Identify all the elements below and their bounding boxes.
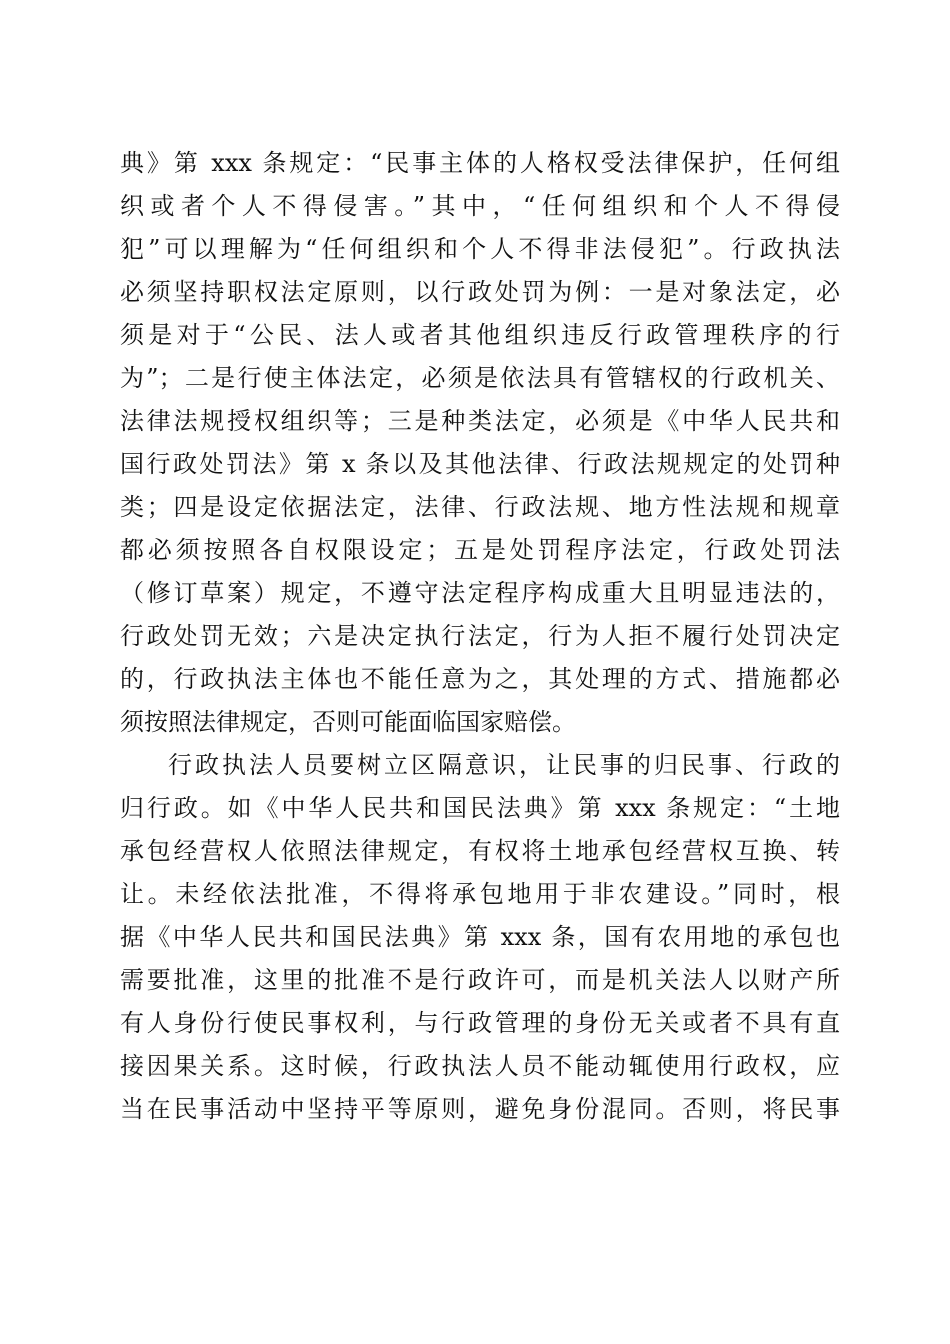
body-text xyxy=(120,142,840,1131)
text-line: 据《中华人民共和国民法典》第 xxx 条，国有农用地的承包也 xyxy=(120,923,840,951)
text-line: 须是对于“公民、法人或者其他组织违反行政管理秩序的行 xyxy=(120,321,840,349)
text-line: 国行政处罚法》第 x 条以及其他法律、行政法规规定的处罚种 xyxy=(120,450,840,478)
text-line: 须按照法律规定，否则可能面临国家赔偿。 xyxy=(120,708,576,736)
text-line: 让。未经依法批准，不得将承包地用于非农建设。”同时，根 xyxy=(120,880,840,908)
text-line: 当在民事活动中坚持平等原则，避免身份混同。否则，将民事 xyxy=(120,1095,840,1123)
text-line: 类；四是设定依据法定，法律、行政法规、地方性法规和规章 xyxy=(120,493,840,521)
text-line: 为”；二是行使主体法定，必须是依法具有管辖权的行政机关、 xyxy=(120,364,840,392)
text-line: 行政处罚无效；六是决定执行法定，行为人拒不履行处罚决定 xyxy=(120,622,840,650)
text-line: 接因果关系。这时候，行政执法人员不能动辄使用行政权，应 xyxy=(120,1052,840,1080)
text-line: 犯”可以理解为“任何组织和个人不得非法侵犯”。行政执法 xyxy=(120,235,840,263)
text-line: 有人身份行使民事权利，与行政管理的身份无关或者不具有直 xyxy=(120,1009,840,1037)
text-line: 必须坚持职权法定原则，以行政处罚为例：一是对象法定，必 xyxy=(120,278,840,306)
paragraph-first-line: 行政执法人员要树立区隔意识，让民事的归民事、行政的 xyxy=(168,751,840,779)
text-line: 法律法规授权组织等；三是种类法定，必须是《中华人民共和 xyxy=(120,407,840,435)
text-line: 承包经营权人依照法律规定，有权将土地承包经营权互换、转 xyxy=(120,837,840,865)
text-line: （修订草案）规定，不遵守法定程序构成重大且明显违法的， xyxy=(120,579,840,607)
text-line: 典》第 xxx 条规定：“民事主体的人格权受法律保护，任何组 xyxy=(120,149,840,177)
text-line: 织或者个人不得侵害。”其中，“任何组织和个人不得侵 xyxy=(120,192,840,220)
text-line: 都必须按照各自权限设定；五是处罚程序法定，行政处罚法 xyxy=(120,536,840,564)
text-line: 的，行政执法主体也不能任意为之，其处理的方式、措施都必 xyxy=(120,665,840,693)
text-line: 归行政。如《中华人民共和国民法典》第 xxx 条规定：“土地 xyxy=(120,794,840,822)
text-line: 需要批准，这里的批准不是行政许可，而是机关法人以财产所 xyxy=(120,966,840,994)
